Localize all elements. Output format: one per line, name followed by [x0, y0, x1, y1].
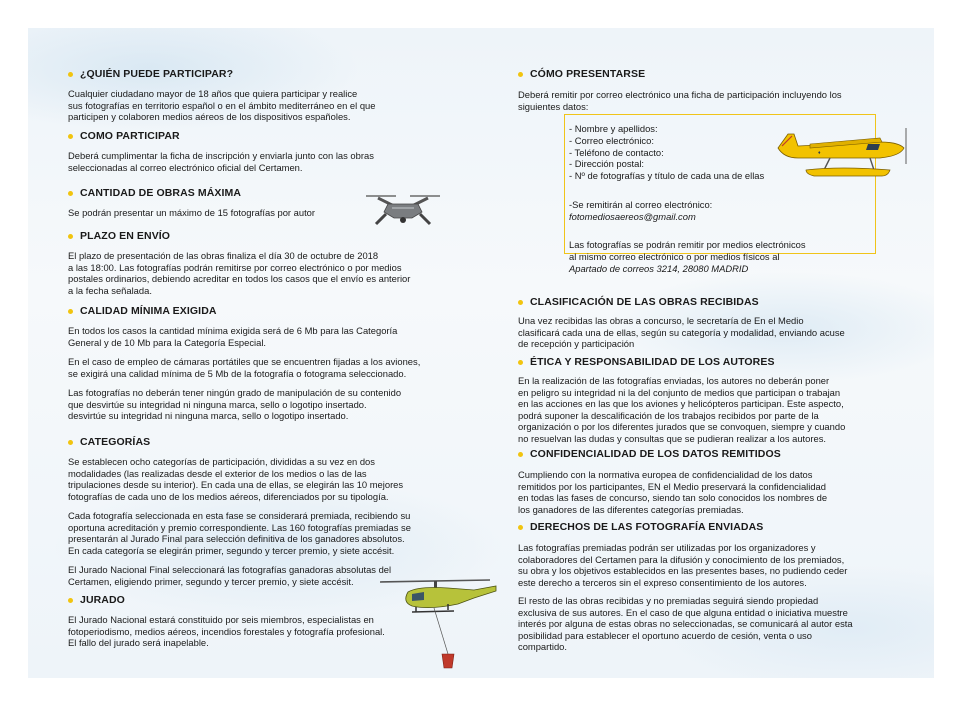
section-heading: CÓMO PRESENTARSE: [518, 68, 918, 80]
section-heading: CANTIDAD DE OBRAS MÁXIMA: [68, 187, 478, 199]
paragraph: Una vez recibidas las obras a concurso, le secretaría de En el Medio clasificará cada una de ellas, según su categoría y modalidad, enviando acuse de recepción y participación: [518, 315, 845, 349]
bullet-icon: [518, 300, 523, 305]
section-heading: CATEGORÍAS: [68, 436, 478, 448]
section-como-participar: [68, 130, 478, 173]
paragraph: Se establecen ocho categorías de participación, divididas a su vez en dos modalidades (las realizadas desde el exterior de los medios o las de las tripulaciones desde su interior). En cada una de ellas, se elegirán las 10 mejores fotografías de cada uno de los medios aéreos, diferenciados por su tipología.: [68, 456, 404, 502]
section-heading: CALIDAD MÍNIMA EXIGIDA: [68, 305, 478, 317]
bullet-icon: [68, 309, 73, 314]
bullet-icon: [68, 234, 73, 239]
paragraph: El plazo de presentación de las obras finaliza el día 30 de octubre de 2018 a las 18:00. Las fotografías podrán remitirse por correo electrónico o por medios postales ordinarios, debiendo acreditar en todos los casos que el envío es anterior a la fecha señalada.: [68, 250, 411, 296]
paragraph: Las fotografías no deberán tener ningún grado de manipulación de su contenido que desvirtúe su integridad ni ninguna marca, sello o logotipo insertado. desvirtúe su integridad ni ninguna marca, sello o logotipo insertado.: [68, 387, 402, 421]
paragraph: Las fotografías premiadas podrán ser utilizadas por los organizadores y colaboradores del Certamen para la difusión y conocimiento de los premiados, su obra y los objetivos establecidos en las presentes bases, no pudiendo ceder este derecho a terceros sin el expreso consentimiento de los autores.: [518, 542, 848, 588]
bullet-icon: [68, 191, 73, 196]
bullet-icon: [68, 598, 73, 603]
section-quien-puede-participar: [68, 68, 478, 123]
section-clasificacion: [518, 296, 918, 350]
datos-list: - Nombre y apellidos: - Correo electrónico: - Teléfono de contacto: - Dirección postal: - Nº de fotografías y título de cada una de ellas: [569, 123, 765, 182]
paragraph: El resto de las obras recibidas y no premiadas seguirá siendo propiedad exclusiva de sus autores. En el caso de que alguna entidad o iniciativa muestre interés por alguna de estas obras no seleccionadas, se comunicará al autor esta posibilidad para establecer el oportuno acuerdo de cesión, venta o uso compartido.: [518, 595, 853, 652]
seaplane-icon: [770, 120, 920, 190]
section-heading: PLAZO EN ENVÍO: [68, 230, 478, 242]
section-heading: ÉTICA Y RESPONSABILIDAD DE LOS AUTORES: [518, 356, 918, 368]
paragraph: En la realización de las fotografías enviadas, los autores no deberán poner en peligro su integridad ni la del conjunto de medios que participan o trabajan en las acciones en las que los aviones y helicópteros participan. Este aspecto, podrá suponer la descalificación de los trabajos recibidos por parte de la organización o por los diferentes jurados que se convoquen, siempre y cuando no resuelvan las dudas y consultas que se pudieran realizar a los autores.: [518, 375, 846, 444]
section-heading: ¿QUIÉN PUEDE PARTICIPAR?: [68, 68, 478, 80]
datos-postal: Las fotografías se podrán remitir por medios electrónicos al mismo correo electrónico o por medios físicos al Apartado de correos 3214, 28080 MADRID: [569, 239, 806, 274]
paragraph: Cada fotografía seleccionada en esta fase se considerará premiada, recibiendo su oportuna acreditación y premio correspondiente. Las 160 fotografías premiadas se presentarán al Jurado Final para selección definitiva de los ganadores absolutos. En cada categoría se elegirán primer, segundo y tercer premio, y siete accésit.: [68, 510, 411, 556]
section-calidad-minima: [68, 305, 478, 422]
paragraph: Deberá cumplimentar la ficha de inscripción y enviarla junto con las obras seleccionadas al correo electrónico oficial del Certamen.: [68, 150, 374, 173]
paragraph: Deberá remitir por correo electrónico una ficha de participación incluyendo los siguientes datos:: [518, 89, 842, 112]
drone-icon: [358, 190, 448, 230]
bullet-icon: [518, 525, 523, 530]
svg-text:♦: ♦: [818, 150, 821, 156]
paragraph: El Jurado Nacional estará constituido por seis miembros, especialistas en fotoperiodismo, medios aéreos, incendios forestales y fotografía profesional. El fallo del jurado será inapelable.: [68, 614, 385, 648]
bullet-icon: [518, 452, 523, 457]
brochure-page: [28, 28, 934, 678]
section-como-presentarse: [518, 68, 918, 112]
paragraph: Cualquier ciudadano mayor de 18 años que quiera participar y realice sus fotografías en territorio español o en el ámbito mediterráneo en el que participen y colaboren medios aéreos de los dispositivos españoles.: [68, 88, 376, 122]
datos-email: -Se remitirán al correo electrónico: fotomediosaereos@gmail.com: [569, 199, 713, 222]
bullet-icon: [518, 360, 523, 365]
section-heading: COMO PARTICIPAR: [68, 130, 478, 142]
bullet-icon: [68, 134, 73, 139]
bullet-icon: [518, 72, 523, 77]
section-heading: CLASIFICACIÓN DE LAS OBRAS RECIBIDAS: [518, 296, 918, 308]
helicopter-icon: [378, 574, 498, 674]
section-heading: CONFIDENCIALIDAD DE LOS DATOS REMITIDOS: [518, 448, 918, 460]
section-categorias: [68, 436, 478, 587]
section-confidencialidad: [518, 448, 918, 515]
paragraph: Cumpliendo con la normativa europea de confidencialidad de los datos remitidos por los participantes, EN el Medio preservará la confidencialidad en todas las fases de concurso, siendo tan solo conocidos los nombres de los ganadores de las diferentes categorías premiadas.: [518, 469, 828, 515]
email-address: fotomediosaereos@gmail.com: [569, 210, 696, 222]
section-heading: JURADO: [68, 594, 478, 606]
section-plazo-envio: [68, 230, 478, 296]
paragraph: El Jurado Nacional Final seleccionará las fotografías ganadoras absolutas del Certamen, eligiendo primer, segundo y tercer premio, y siete accésit.: [68, 564, 392, 587]
paragraph: En todos los casos la cantidad mínima exigida será de 6 Mb para las Categoría General y de 10 Mb para la Categoría Especial.: [68, 325, 398, 348]
paragraph: En el caso de empleo de cámaras portátiles que se encuentren fijadas a los aviones, se exigirá una calidad mínima de 5 Mb de la fotografía o fotograma seleccionado.: [68, 356, 421, 379]
section-derechos: [518, 521, 918, 653]
section-heading: DERECHOS DE LAS FOTOGRAFÍA ENVIADAS: [518, 521, 918, 533]
bullet-icon: [68, 440, 73, 445]
paragraph: Se podrán presentar un máximo de 15 fotografías por autor: [68, 207, 316, 218]
bullet-icon: [68, 72, 73, 77]
section-etica: [518, 356, 918, 444]
